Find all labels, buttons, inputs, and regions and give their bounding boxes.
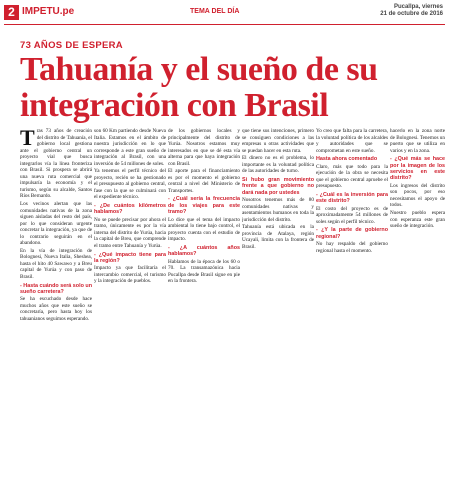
dateline-date: 21 de octubre de 2016 — [380, 11, 443, 17]
question-subhead: - ¿Cuál sería la frecuencia de los viajes para este tramo? — [168, 196, 240, 216]
paragraph: Tras 73 años de creación del distrito de Tahuanía, el gobierno local gestiona ante el gobierno central un proyecto vial que busca integrarlos vía la línea fronteriza con Brasil. Si prospera se abrirá una nueva ruta comercial que impulsaría la economía y el turismo, según su alcalde, Santos Ríos Bernardo. — [20, 128, 92, 200]
article-column-2 — [94, 128, 166, 476]
paragraph: que tiene sus intenciones, primero se consiguen condiciones a las empresas u otras actividades que se puedan hacer en esta ruta. — [242, 128, 314, 154]
article-column-5 — [316, 128, 388, 476]
header-divider — [4, 24, 445, 25]
paragraph: El dinero no es el problema, lo importante es la voluntad política de las autoridades de turno. — [242, 155, 314, 175]
question-subhead: - Hasta cuándo será solo un sueño carretera? — [20, 282, 92, 295]
paragraph: son 60 Km partiendo desde Nueva Italia. Estamos en el ámbito de nuestra jurisdicción en lo que corresponde a este gran sueño de integración al Brasil, con una inversión de 54 millones de soles. — [94, 128, 166, 167]
paragraph: En la vía de integración de Bolognesi, Nueva Italia, Sheshea, hasta el hito 40 Sawawo y a Breu capital de Yurúa y con paso de Brasil. — [20, 247, 92, 281]
paragraph: Lo dice que el tema del impacto ambiental lo tiene bajo control, el proyecto cuenta con el estudio de impacto. — [168, 216, 240, 243]
paragraph: Tahuanía está ubicada en la provincia de Atalaya, región Ucayali, limita con la frontera de Brasil. — [242, 224, 314, 250]
question-subhead: - ¿Qué más se hace por la imagen de los servicios en este distrito? — [390, 156, 445, 182]
paragraph: hacerlo en la zona norte de Bolognesi. Tenemos un puerto que se utiliza en varios y en la zona. — [390, 128, 445, 154]
paragraph: El aporte para el financiamiento es por el momento el gobierno central a nivel del Ministerio de Transportes. — [168, 168, 240, 194]
question-subhead: - ¿Y la parte de gobierno regional? — [316, 227, 388, 240]
question-subhead: - ¿A cuántos años hablamos? — [168, 244, 240, 258]
page-header — [0, 0, 449, 26]
question-subhead: - ¿Qué impacto tiene para la región? — [94, 251, 166, 264]
article-column-3 — [168, 128, 240, 476]
question-subhead: - ¿De cuántos kilómetros hablamos? — [94, 203, 166, 216]
paragraph: Se ha escuchado desde hace muchos años que este sueño se concretaría, pero hasta hoy los tahuanianos seguimos esperando. — [20, 296, 92, 323]
paragraph: Claro, más que todo para la ejecución de la obra se necesita que el gobierno central apruebe el presupuesto. — [316, 163, 388, 190]
page-number: 2 — [4, 5, 19, 20]
paragraph: Los vecinos alertan que las comunidades nativas de la zona siguen aisladas del resto del país, por lo que consideran urgente concretar la integración, ya que de lo contrario seguirán en el abandono. — [20, 201, 92, 247]
section-label: TEMA DEL DÍA — [190, 8, 240, 15]
paragraph: No se puede precisar por ahora el tramo, únicamente es por la vía interna del distrito de Yurúa, hacia la capital de Breu, que comprende el tramo entre Tahuanía y Yurúa. — [94, 216, 166, 250]
drop-cap: T — [20, 128, 35, 150]
paragraph: Ya tenemos el perfil técnico del proyecto, recién se ha gestionado el presupuesto al gobierno central, fase con la que se culminará con el expediente técnico. — [94, 168, 166, 201]
paragraph: Hablamos de la época de los 60 o 70. La transamazónica hacia Pucallpa desde Brasil sigue en pie en la frontera. — [168, 258, 240, 285]
article-column-4 — [242, 128, 314, 476]
paragraph: El costo del proyecto es de aproximadamente 54 millones de soles según el perfil técnico. — [316, 205, 388, 225]
paragraph: Nuestro pueblo espera con esperanza este gran sueño de integración. — [390, 210, 445, 230]
brand-logo[interactable]: IMPETU.pe — [22, 6, 75, 17]
article-headline: Tahuanía y el sueño de su integración con Brasil — [20, 51, 378, 124]
question-subhead: - ¿Cuál es la inversión para este distrito? — [316, 191, 388, 205]
article-kicker: 73 AÑOS DE ESPERA — [20, 40, 123, 51]
paragraph: No hay respaldo del gobierno regional hasta el momento. — [316, 241, 388, 254]
paragraph: Impacto ya que facilitaría el intercambio comercial, el turismo y la integración de pueblos. — [94, 265, 166, 285]
article-column-1 — [20, 128, 92, 476]
paragraph: Yo creo que falta para la carretera, la voluntad política de los alcaldes y autoridades que se comprometan en este sueño. — [316, 128, 388, 154]
article-column-6 — [390, 128, 445, 476]
dateline-place: Pucallpa, viernes — [393, 4, 443, 10]
paragraph: Los ingresos del distrito son pocos, por eso necesitamos el apoyo de todos. — [390, 182, 445, 209]
paragraph: de los gobiernos locales y principalmente del distrito de Yurúa. Nosotros estamos muy interesados en que se dé esta vía alterna para que haya integración con Brasil. — [168, 128, 240, 167]
question-subhead: Hasta ahora comentado — [316, 156, 378, 163]
dateline — [380, 4, 443, 18]
paragraph: Nosotros tenemos más de 80 comunidades nativas y asentamientos humanos en toda la jurisdicción del distrito. — [242, 197, 314, 223]
question-subhead: Si hubo gran movimiento frente a que gobierno no dará nada por ustedes — [242, 176, 314, 196]
